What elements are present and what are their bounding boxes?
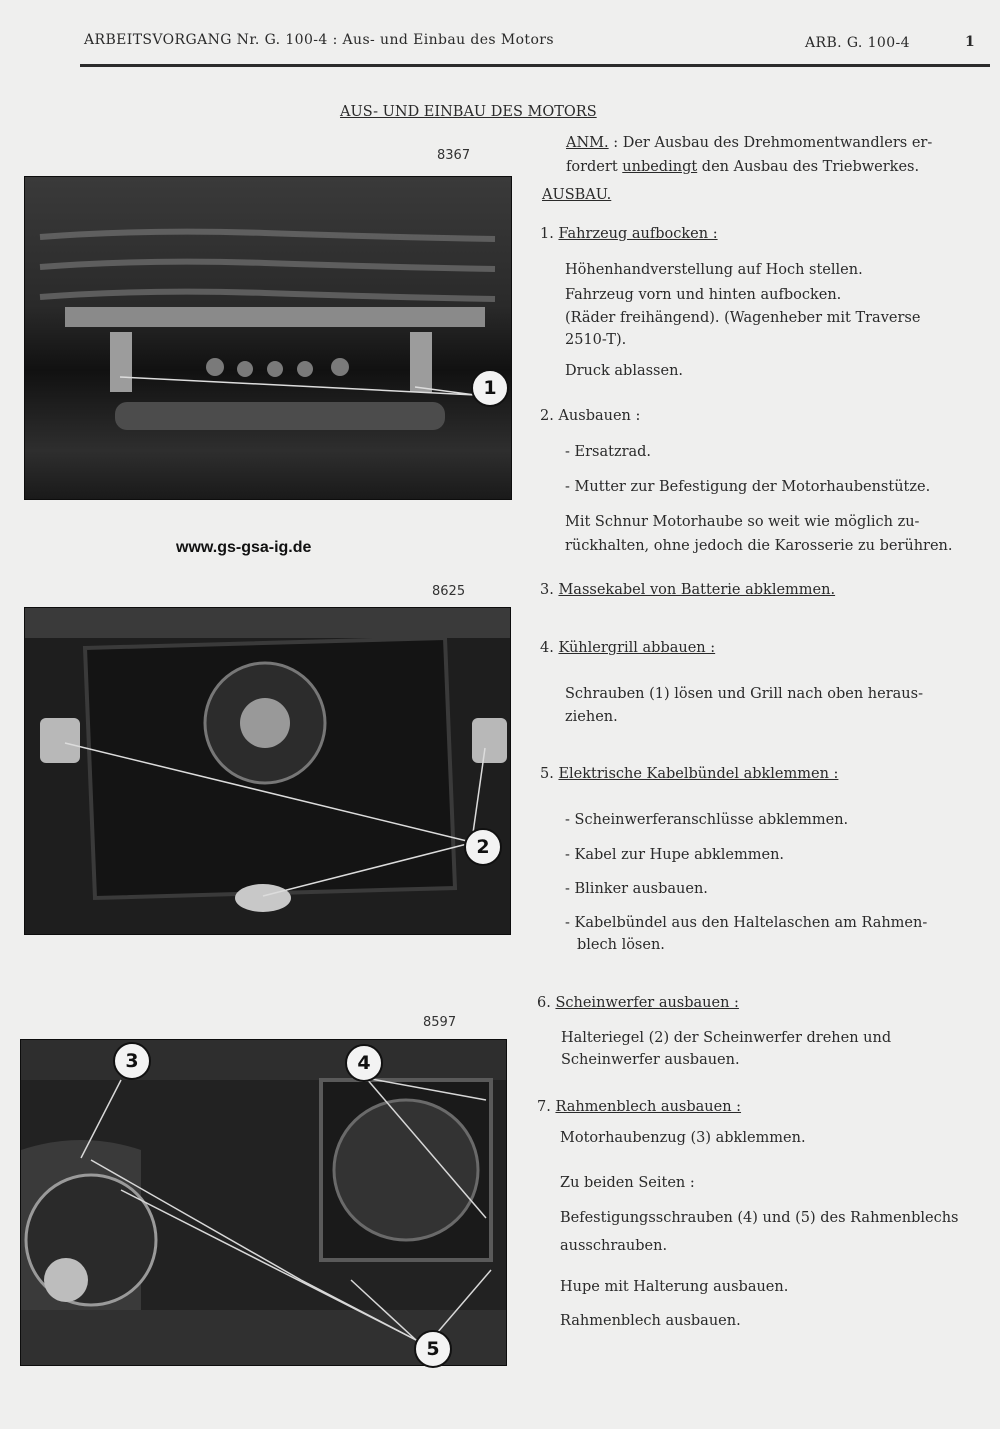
note-line2: fordert unbedingt den Ausbau des Triebwerkes. — [566, 159, 920, 175]
step-5-line: - Kabel zur Hupe abklemmen. — [565, 847, 785, 863]
step-1-line: 2510-T). — [565, 332, 627, 348]
callout-5: 5 — [414, 1330, 452, 1368]
step-4: 4. Kühlergrill abbauen : — [540, 640, 716, 656]
photo-grille-drawing — [25, 177, 511, 499]
step-1-line: Höhenhandverstellung auf Hoch stellen. — [565, 262, 863, 278]
step-1-line: Fahrzeug vorn und hinten aufbocken. — [565, 287, 842, 303]
callout-2: 2 — [464, 828, 502, 866]
page-title: AUS- UND EINBAU DES MOTORS — [340, 104, 597, 120]
step-7-line: Rahmenblech ausbauen. — [560, 1313, 741, 1329]
figure-number: 8625 — [432, 584, 466, 599]
note — [566, 131, 932, 155]
step-6-line: Scheinwerfer ausbauen. — [561, 1052, 740, 1068]
header-ref: ARB. G. 100-4 — [805, 35, 910, 51]
step-7-line: Zu beiden Seiten : — [560, 1175, 695, 1191]
callout-3: 3 — [113, 1042, 151, 1080]
step-1: 1. Fahrzeug aufbocken : — [540, 226, 718, 242]
photo-headlight-drawing — [25, 608, 510, 934]
step-7-line: ausschrauben. — [560, 1238, 668, 1254]
step-7: 7. Rahmenblech ausbauen : — [537, 1099, 742, 1115]
step-1-line: Druck ablassen. — [565, 363, 684, 379]
step-6-line: Halteriegel (2) der Scheinwerfer drehen und — [561, 1030, 892, 1046]
step-2-line: - Ersatzrad. — [565, 444, 652, 460]
step-2: 2. Ausbauen : — [540, 408, 641, 424]
website-url: www.gs-gsa-ig.de — [176, 539, 312, 556]
step-5-line: - Scheinwerferanschlüsse abklemmen. — [565, 812, 849, 828]
header-rule — [80, 64, 990, 67]
photo-frame-panel — [20, 1039, 507, 1366]
step-6: 6. Scheinwerfer ausbauen : — [537, 995, 739, 1011]
note-line1: : Der Ausbau des Drehmomentwandlers er- — [608, 135, 933, 151]
step-5-line: - Kabelbündel aus den Haltelaschen am Rahmen- — [565, 915, 928, 931]
step-5-line: blech lösen. — [577, 937, 665, 953]
step-4-line: ziehen. — [565, 709, 618, 725]
page-number: 1 — [965, 34, 976, 50]
step-1-line: (Räder freihängend). (Wagenheber mit Traverse — [565, 310, 921, 326]
step-2-line: rückhalten, ohne jedoch die Karosserie zu berühren. — [565, 538, 953, 554]
photo-frame-panel-drawing — [21, 1040, 506, 1365]
step-7-line: Motorhaubenzug (3) abklemmen. — [560, 1130, 806, 1146]
step-2-line: - Mutter zur Befestigung der Motorhaubenstütze. — [565, 479, 931, 495]
step-7-line: Befestigungsschrauben (4) und (5) des Rahmenblechs — [560, 1210, 959, 1226]
step-5: 5. Elektrische Kabelbündel abklemmen : — [540, 766, 839, 782]
figure-number: 8367 — [437, 148, 471, 163]
step-5-line: - Blinker ausbauen. — [565, 881, 708, 897]
callout-1: 1 — [471, 369, 509, 407]
note-label: ANM. — [566, 135, 609, 151]
section-heading: AUSBAU. — [542, 187, 612, 203]
header-title: ARBEITSVORGANG Nr. G. 100-4 : Aus- und Einbau des Motors — [84, 32, 554, 48]
step-7-line: Hupe mit Halterung ausbauen. — [560, 1279, 789, 1295]
callout-4: 4 — [345, 1044, 383, 1082]
photo-grille — [24, 176, 512, 500]
step-4-line: Schrauben (1) lösen und Grill nach oben heraus- — [565, 686, 923, 702]
step-2-line: Mit Schnur Motorhaube so weit wie möglich zu- — [565, 514, 920, 530]
step-3: 3. Massekabel von Batterie abklemmen. — [540, 582, 836, 598]
figure-number: 8597 — [423, 1015, 457, 1030]
photo-headlight — [24, 607, 511, 935]
